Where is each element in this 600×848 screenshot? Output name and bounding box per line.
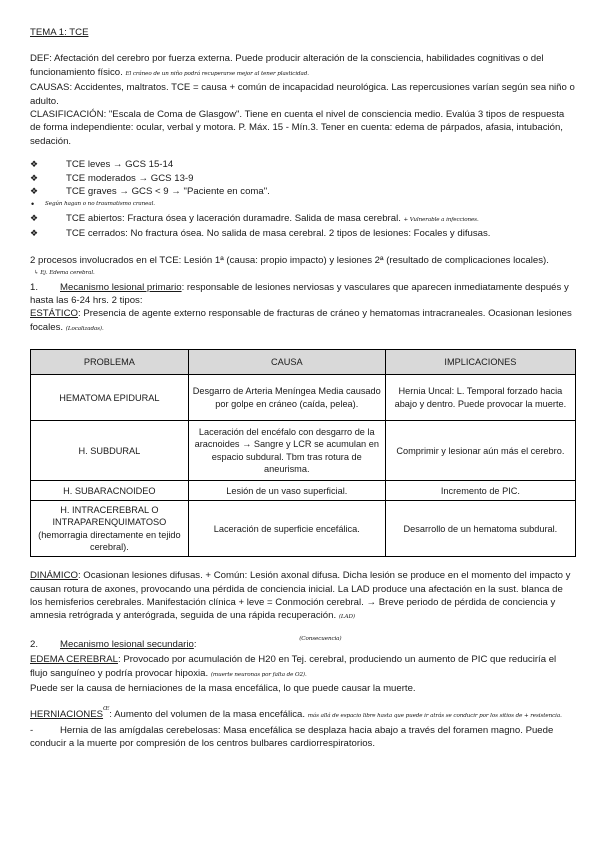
list-item	[30, 227, 576, 240]
tce-bullet-list	[30, 158, 576, 240]
header-implicaciones: IMPLICACIONES	[385, 350, 575, 375]
herniaciones-item	[30, 724, 576, 751]
list-item	[30, 198, 576, 211]
cell-causa: Laceración de superficie encefálica.	[188, 501, 385, 557]
mecanismo-secundario-handwritten-note: (Consecuencia)	[299, 635, 342, 642]
edema-paragraph-2: Puede ser la causa de herniaciones de la masa encefálica, lo que puede causar la muerte.	[30, 682, 416, 694]
cell-causa: Laceración del encéfalo con desgarro de la aracnoides → Sangre y LCR se acumulan en espacio subdural. Tbm tras rotura de aneurisma.	[188, 421, 385, 481]
herniaciones-label: HERNIACIONES	[30, 709, 104, 721]
bullet-abiertos-note: + Vulnerable a infecciones.	[403, 216, 479, 223]
causas-paragraph: CAUSAS: Accidentes, maltratos. TCE = causa + común de incapacidad neurológica. Las repercusiones varían según sea niño o adulto.	[30, 82, 575, 107]
table-header-row	[31, 350, 576, 375]
dinamico-paragraph	[30, 569, 576, 625]
list-item	[30, 158, 576, 171]
document-page	[30, 26, 576, 751]
def-text: DEF: Afectación del cerebro por fuerza externa. Puede producir alteración de la consciencia, habilidades cognitivas o del funcionamiento físico.	[30, 53, 544, 78]
edema-handwritten-note: (muerte neuronas por falta de O2).	[210, 671, 307, 678]
list-item	[30, 185, 576, 198]
list-item	[30, 172, 576, 185]
edema-paragraph	[30, 653, 576, 682]
herniaciones-dash: -	[30, 724, 34, 736]
estatico-paragraph	[30, 307, 576, 336]
mecanismo-secundario-paragraph	[30, 635, 576, 653]
bullet-leves: TCE leves → GCS 15-14	[66, 159, 174, 171]
bullet-graves: TCE graves → GCS < 9 → "Paciente en coma".	[66, 186, 270, 198]
cell-problema: HEMATOMA EPIDURAL	[31, 375, 189, 421]
hematomas-table	[30, 349, 576, 557]
herniaciones-handwritten-sup: Œ	[103, 706, 110, 713]
diamond-bullet-icon: ❖	[30, 186, 39, 197]
diamond-bullet-icon: ❖	[30, 172, 39, 183]
dinamico-label: DINÁMICO	[30, 570, 78, 582]
edema-label: EDEMA CEREBRAL	[30, 654, 118, 666]
procesos-paragraph: 2 procesos involucrados en el TCE: Lesión 1ª (causa: propio impacto) y lesiones 2ª (resultado de complicaciones locales).	[30, 254, 549, 266]
table-row	[31, 481, 576, 501]
estatico-label: ESTÁTICO	[30, 308, 78, 320]
edema-text: : Provocado por acumulación de H20 en Tej. cerebral, produciendo un aumento de PIC que reduciría el flujo sanguíneo y podría provocar hipoxia.	[30, 654, 557, 679]
dot-bullet-icon: •	[31, 199, 35, 210]
table-row	[31, 421, 576, 481]
bullet-handwritten-note: Según hagan o no traumatismo craneal.	[45, 201, 155, 208]
cell-implicaciones: Incremento de PIC.	[385, 481, 575, 501]
list-item	[30, 212, 576, 227]
mecanismo-secundario-label: Mecanismo lesional secundario	[60, 638, 194, 650]
def-handwritten-note: El cráneo de un niño podrá recuperarse mejor al tener plasticidad.	[125, 70, 309, 77]
mecanismo-secundario-num: 2.	[30, 638, 39, 650]
herniaciones-handwritten-note: más allá de espacio libre hasta que puede ir atrás se conducir por los sitios de + resistencia.	[307, 713, 562, 720]
dinamico-handwritten-note: (LAD)	[338, 614, 355, 621]
diamond-bullet-icon: ❖	[30, 212, 39, 223]
diamond-bullet-icon: ❖	[30, 228, 39, 239]
procesos-handwritten-note: ↳ Ej. Edema cerebral.	[34, 270, 95, 277]
cell-causa: Desgarro de Arteria Meníngea Media causado por golpe en cráneo (caída, pelea).	[188, 375, 385, 421]
bullet-moderados: TCE moderados → GCS 13-9	[66, 172, 194, 184]
cell-problema: H. INTRACEREBRAL O INTRAPARENQUIMATOSO (hemorragia directamente en tejido cerebral).	[31, 501, 189, 557]
cell-problema: H. SUBDURAL	[31, 421, 189, 481]
mecanismo-primario-num: 1.	[30, 281, 39, 293]
header-causa: CAUSA	[188, 350, 385, 375]
bullet-cerrados: TCE cerrados: No fractura ósea. No salida de masa cerebral. 2 tipos de lesiones: Focales y difusas.	[66, 228, 491, 240]
cell-implicaciones: Comprimir y lesionar aún más el cerebro.	[385, 421, 575, 481]
mecanismo-secundario-text: :	[193, 638, 197, 650]
cell-implicaciones: Hernia Uncal: L. Temporal forzado hacia abajo y dentro. Puede provocar la muerte.	[385, 375, 575, 421]
page-title: TEMA 1: TCE	[30, 27, 89, 38]
table-row	[31, 501, 576, 557]
mecanismo-primario-text: : responsable de lesiones nerviosas y vasculares que aparecen inmediatamente después y hasta las 6-24 hrs. 2 tipos:	[30, 281, 569, 306]
cell-causa: Lesión de un vaso superficial.	[188, 481, 385, 501]
mecanismo-primario-label: Mecanismo lesional primario	[60, 281, 182, 293]
bullet-abiertos-text: TCE abiertos: Fractura ósea y laceración duramadre. Salida de masa cerebral.	[66, 212, 401, 224]
table-row	[31, 375, 576, 421]
dinamico-text: : Ocasionan lesiones difusas. + Común: Lesión axonal difusa. Dicha lesión se produce en el momento del impacto y causan rotura de axones, provocando una pérdida de conciencia inicial. La LAD produce una afectación en la sust. blanca de los hemisferios cerebrales. Manifestación clínica + leve = Conmoción cerebral. → Breve periodo de pérdida de conciencia y amnesia retrógrada y anterógrada, seguida de una rápida recuperación.	[30, 570, 571, 622]
diamond-bullet-icon: ❖	[30, 159, 39, 170]
estatico-handwritten-note: (Localizadas).	[65, 325, 104, 332]
def-paragraph	[30, 52, 576, 81]
cell-implicaciones: Desarrollo de un hematoma subdural.	[385, 501, 575, 557]
herniaciones-paragraph	[30, 708, 576, 723]
mecanismo-primario-paragraph	[30, 281, 576, 308]
herniaciones-text: : Aumento del volumen de la masa encefálica.	[109, 709, 306, 721]
estatico-text: : Presencia de agente externo responsable de fracturas de cráneo y hematomas intracraneales. Ocasionan lesiones focales.	[30, 308, 572, 333]
cell-problema: H. SUBARACNOIDEO	[31, 481, 189, 501]
herniaciones-item-text: Hernia de las amígdalas cerebelosas: Masa encefálica se desplaza hacia abajo a través del foramen magno. Puede conducir a la muerte por compresión de los centros bulbares cardiorrespiratorios.	[30, 724, 554, 750]
bullet-abiertos	[44, 212, 479, 227]
clasificacion-paragraph: CLASIFICACIÓN: "Escala de Coma de Glasgow". Tiene en cuenta el nivel de consciencia medio. Evalúa 3 tipos de respuesta de forma independiente: ocular, verbal y motora. P. Máx. 15 - Mín.3. Tener en cuenta: edema de párpados, afasia, intubación, sedación.	[30, 109, 565, 147]
header-problema: PROBLEMA	[31, 350, 189, 375]
